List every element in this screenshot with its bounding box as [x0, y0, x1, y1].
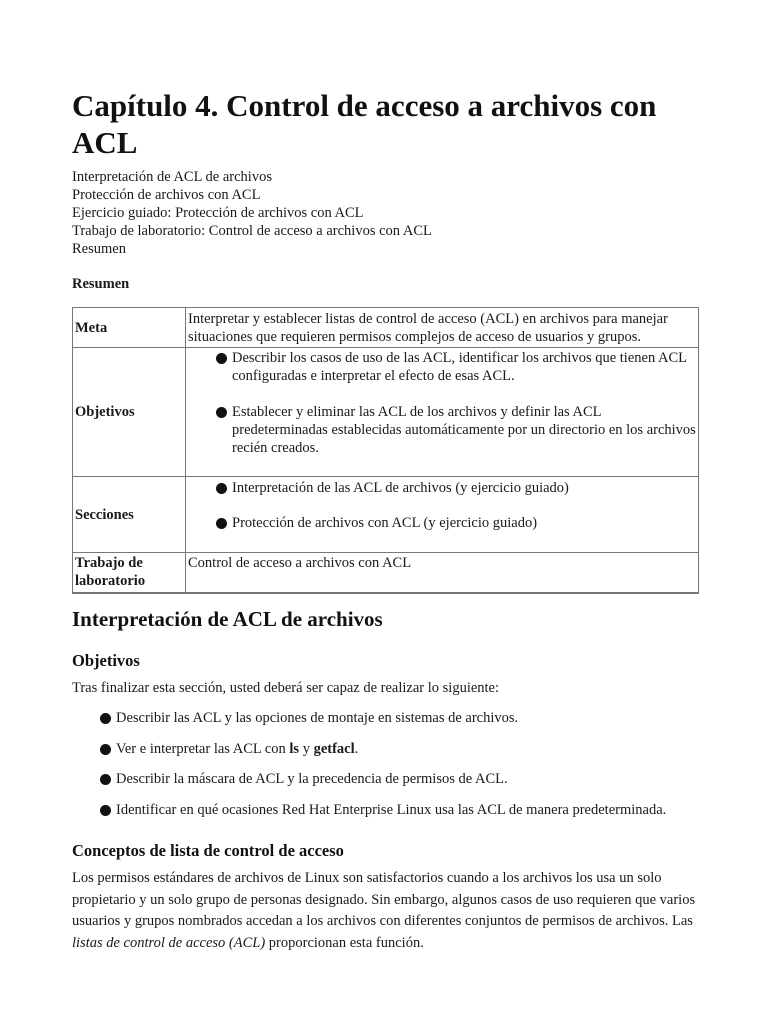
list-item-text-prefix: Ver e interpretar las ACL con	[116, 740, 290, 757]
toc-link[interactable]: Resumen	[72, 241, 126, 257]
list-item-text: Interpretación de las ACL de archivos (y ejercicio guiado)	[232, 480, 569, 496]
chapter-toc	[72, 168, 432, 258]
list-item	[72, 770, 712, 801]
list-item	[188, 349, 696, 385]
lab-label: Trabajo de laboratorio	[73, 553, 186, 593]
objetivos-label: Objetivos	[73, 348, 186, 477]
objectives-list	[72, 709, 712, 831]
secciones-label: Secciones	[73, 477, 186, 553]
command-getfacl: getfacl	[313, 740, 355, 757]
table-row	[73, 553, 699, 593]
chapter-title: Capítulo 4. Control de acceso a archivos con ACL	[72, 88, 657, 160]
bullet-icon	[216, 518, 227, 529]
lab-text: Control de acceso a archivos con ACL	[186, 553, 699, 593]
bullet-icon	[216, 407, 227, 418]
table-row	[73, 477, 699, 553]
bullet-icon	[100, 805, 111, 816]
paragraph-text: Los permisos estándares de archivos de Linux son satisfactorios cuando a los archivos los usa un solo propietario y un solo grupo de personas designado. Sin embargo, algunos casos de uso requieren que varios usuarios y grupos nombrados accedan a los archivos con diferentes conjuntos de permisos de archivos. Las	[72, 870, 696, 929]
meta-label: Meta	[73, 308, 186, 348]
list-item	[188, 479, 696, 497]
concepts-heading: Conceptos de lista de control de acceso	[72, 841, 344, 860]
list-item-text: Describir la máscara de ACL y la precedencia de permisos de ACL.	[116, 771, 508, 787]
summary-table	[72, 307, 699, 594]
paragraph-text-end: proporcionan esta función.	[265, 934, 424, 951]
list-item-text: Describir las ACL y las opciones de montaje en sistemas de archivos.	[116, 710, 519, 726]
objectives-intro: Tras finalizar esta sección, usted deberá ser capaz de realizar lo siguiente:	[72, 680, 500, 696]
list-item	[72, 801, 712, 832]
bullet-icon	[100, 713, 111, 724]
command-ls: ls	[289, 740, 300, 757]
list-item-text: Identificar en qué ocasiones Red Hat Enterprise Linux usa las ACL de manera predeterminada.	[116, 801, 667, 818]
bullet-icon	[216, 353, 227, 364]
list-item	[72, 740, 712, 771]
toc-link[interactable]: Protección de archivos con ACL	[72, 187, 261, 203]
list-item-text: Protección de archivos con ACL (y ejercicio guiado)	[232, 515, 538, 531]
list-item	[188, 403, 696, 457]
objetivos-cell	[186, 348, 699, 477]
bullet-icon	[216, 483, 227, 494]
objectives-heading: Objetivos	[72, 651, 140, 670]
toc-link[interactable]: Ejercicio guiado: Protección de archivos con ACL	[72, 205, 364, 221]
list-item-text-suffix: .	[354, 740, 359, 757]
emphasis-acl: listas de control de acceso (ACL)	[72, 934, 266, 951]
table-row	[73, 348, 699, 477]
bullet-icon	[100, 774, 111, 785]
summary-label: Resumen	[72, 276, 130, 292]
objetivos-list	[188, 349, 696, 457]
list-item	[72, 709, 712, 740]
table-row	[73, 308, 699, 348]
secciones-cell	[186, 477, 699, 553]
secciones-list	[188, 479, 696, 532]
toc-link[interactable]: Trabajo de laboratorio: Control de acceso a archivos con ACL	[72, 223, 432, 239]
list-item-text-mid: y	[299, 740, 314, 757]
list-item-text: Describir los casos de uso de las ACL, identificar los archivos que tienen ACL configuradas e interpretar el efecto de esas ACL.	[232, 350, 687, 384]
toc-link[interactable]: Interpretación de ACL de archivos	[72, 169, 272, 185]
meta-text: Interpretar y establecer listas de control de acceso (ACL) en archivos para manejar situaciones que requieren permisos complejos de acceso de usuarios y grupos.	[186, 308, 699, 348]
concepts-paragraph	[72, 868, 698, 954]
list-item	[188, 514, 696, 532]
list-item-text: Establecer y eliminar las ACL de los archivos y definir las ACL predeterminadas establecidas automáticamente por un directorio en los archivos recién creados.	[232, 404, 696, 456]
bullet-icon	[100, 744, 111, 755]
section-title: Interpretación de ACL de archivos	[72, 607, 383, 631]
